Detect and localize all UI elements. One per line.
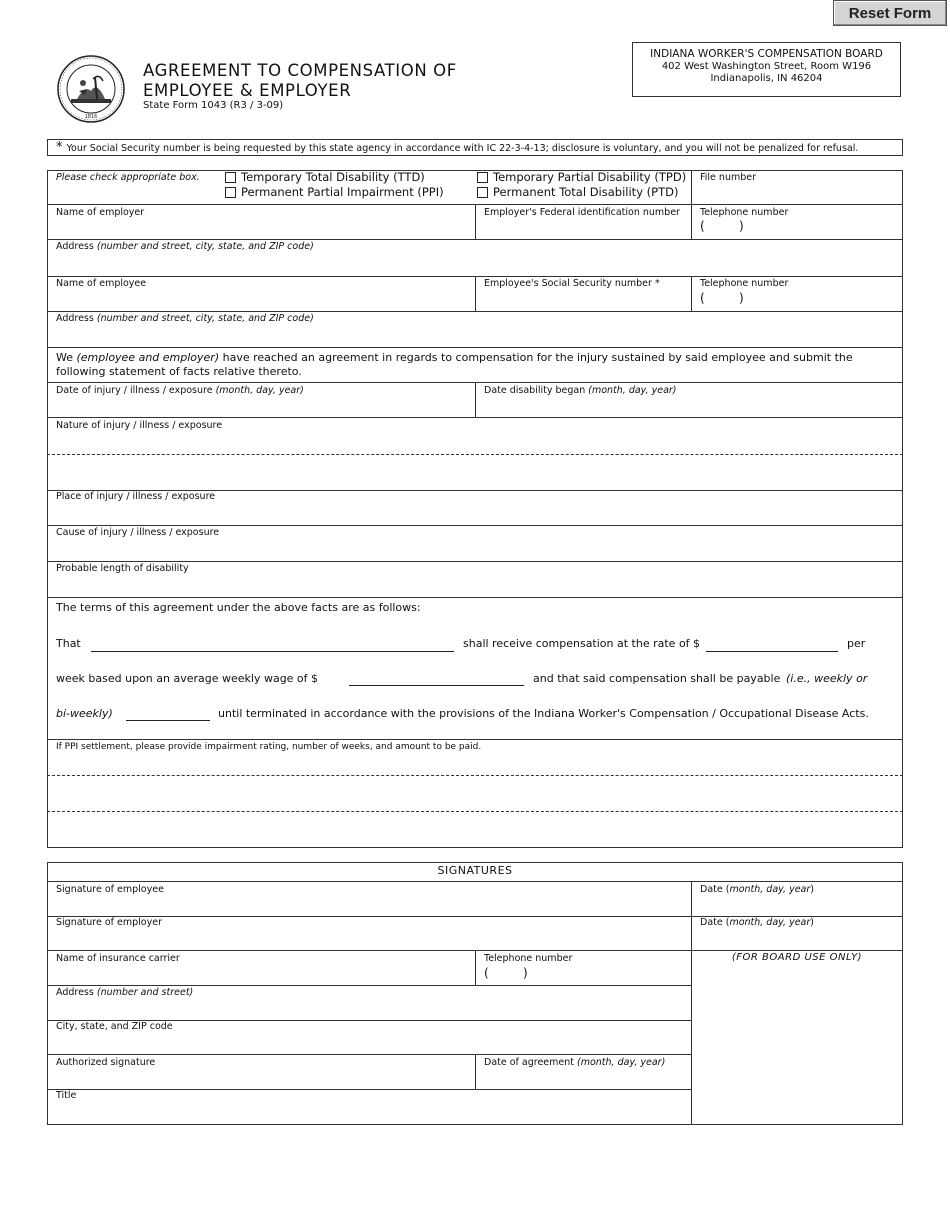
employer-phone-area: ( ): [700, 219, 744, 233]
terms-week-wage: week based upon an average weekly wage of $: [56, 672, 319, 685]
ttd-checkbox[interactable]: [225, 172, 236, 183]
carrier-phone-label: Telephone number: [484, 953, 573, 964]
board-use-only: (FOR BOARD USE ONLY): [731, 952, 863, 963]
tpd-checkbox[interactable]: [477, 172, 488, 183]
employee-name-label: Name of employee: [56, 278, 147, 289]
board-city: Indianapolis, IN 46204: [710, 73, 823, 84]
board-street: 402 West Washington Street, Room W196: [661, 60, 872, 72]
injury-place-label: Place of injury / illness / exposure: [56, 491, 216, 502]
file-number-label: File number: [700, 172, 756, 183]
board-address-box: [632, 42, 901, 97]
disability-date-label: Date disability began (month, day, year): [484, 385, 677, 396]
payment-frequency-blank[interactable]: [126, 720, 210, 721]
injury-cause-label: Cause of injury / illness / exposure: [56, 527, 220, 538]
terms-per: per: [847, 637, 866, 650]
terms-biweekly: bi-weekly): [56, 707, 113, 720]
terms-that: That: [56, 637, 81, 650]
asterisk: *: [56, 140, 63, 155]
employee-phone-label: Telephone number: [700, 278, 789, 289]
authorized-signature-label: Authorized signature: [56, 1057, 156, 1068]
employee-ssn-label: Employee's Social Security number *: [484, 278, 660, 289]
agreement-statement-line1: We (employee and employer) have reached an agreement in regards to compensation for the injury sustained by said employee and submit the: [56, 351, 853, 364]
employer-fein-label: Employer's Federal identification number: [484, 207, 680, 218]
form-title: [143, 61, 457, 101]
board-name: INDIANA WORKER'S COMPENSATION BOARD: [650, 48, 883, 60]
employer-signature-label: Signature of employer: [56, 917, 162, 928]
ptd-checkbox[interactable]: [477, 187, 488, 198]
ptd-label: Permanent Total Disability (PTD): [493, 185, 679, 199]
agreement-statement-line2: following statement of facts relative thereto.: [56, 365, 302, 378]
carrier-phone-area: ( ): [484, 966, 528, 980]
weekly-wage-blank[interactable]: [349, 685, 524, 686]
carrier-address-label: Address (number and street): [56, 987, 194, 998]
employee-address-label: Address (number and street, city, state, and ZIP code): [56, 313, 314, 324]
terms-receive: shall receive compensation at the rate of $: [463, 637, 701, 650]
agreement-date-label: Date of agreement (month, day, year): [484, 1057, 666, 1068]
ssn-notice: [47, 139, 903, 156]
ssn-notice-text: Your Social Security number is being requested by this state agency in accordance with IC 22-3-4-13; disclosure is voluntary, and you will not be penalized for refusal.: [66, 143, 859, 154]
reset-form-button[interactable]: Reset Form: [833, 0, 947, 26]
ttd-label: Temporary Total Disability (TTD): [241, 170, 425, 184]
terms-intro: The terms of this agreement under the above facts are as follows:: [56, 601, 421, 614]
state-seal-icon: [57, 55, 125, 123]
signatures-heading: SIGNATURES: [437, 864, 513, 877]
ppi-label: Permanent Partial Impairment (PPI): [241, 185, 444, 199]
employee-signature-label: Signature of employee: [56, 884, 164, 895]
injury-nature-label: Nature of injury / illness / exposure: [56, 420, 223, 431]
form-number: State Form 1043 (R3 / 3-09): [143, 100, 284, 111]
form-title-line1: AGREEMENT TO COMPENSATION OF: [143, 61, 457, 80]
employee-phone-area: ( ): [700, 291, 744, 305]
employer-address-label: Address (number and street, city, state, and ZIP code): [56, 241, 314, 252]
terms-payable-hint: (i.e., weekly or: [786, 672, 868, 685]
compensation-rate-blank[interactable]: [706, 651, 838, 652]
tpd-label: Temporary Partial Disability (TPD): [493, 170, 687, 184]
terms-payable: and that said compensation shall be payable: [533, 672, 781, 685]
check-prompt: Please check appropriate box.: [56, 172, 200, 183]
disability-length-label: Probable length of disability: [56, 563, 189, 574]
form-title-line2: EMPLOYEE & EMPLOYER: [143, 81, 352, 100]
employee-name-blank[interactable]: [91, 651, 454, 652]
employer-phone-label: Telephone number: [700, 207, 789, 218]
employee-signature-date-label: Date (month, day, year): [700, 884, 814, 895]
employer-name-label: Name of employer: [56, 207, 145, 218]
carrier-city-label: City, state, and ZIP code: [56, 1021, 173, 1032]
svg-text:1816: 1816: [84, 114, 98, 120]
employer-signature-date-label: Date (month, day, year): [700, 917, 814, 928]
injury-date-label: Date of injury / illness / exposure (month, day, year): [56, 385, 304, 396]
insurance-carrier-label: Name of insurance carrier: [56, 953, 180, 964]
terms-until: until terminated in accordance with the provisions of the Indiana Worker's Compensation / Occupational Disease Acts.: [218, 707, 869, 720]
title-label: Title: [56, 1090, 77, 1101]
ppi-checkbox[interactable]: [225, 187, 236, 198]
ppi-note: If PPI settlement, please provide impairment rating, number of weeks, and amount to be paid.: [56, 742, 482, 752]
